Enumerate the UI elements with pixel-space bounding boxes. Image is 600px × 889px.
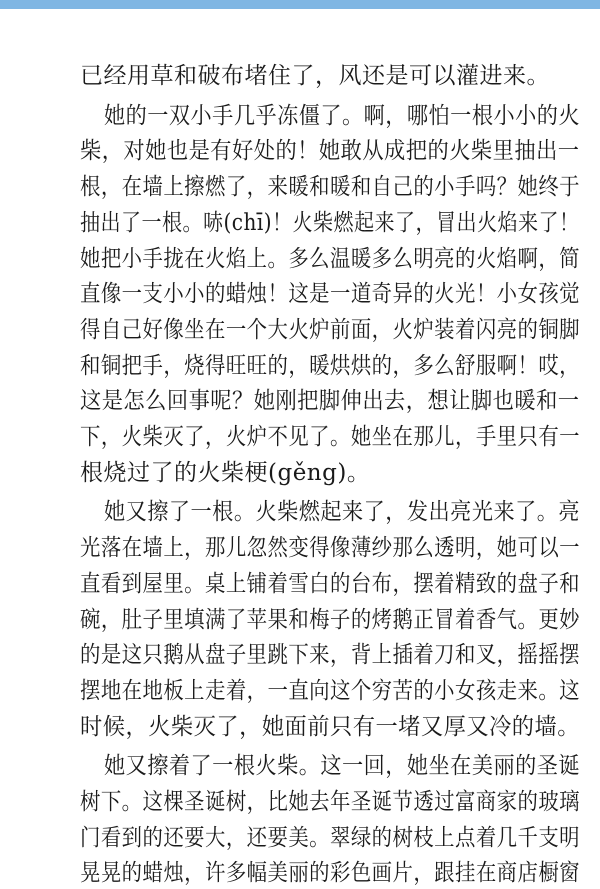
text-line: 和铜把手，烧得旺旺的，暖烘烘的，多么舒服啊！哎， <box>80 353 580 379</box>
text-line: 门看到的还要大，还要美。翠绿的树枝上点着几千支明 <box>80 825 580 851</box>
text-line: 的是这只鹅从盘子里跳下来，背上插着刀和叉，摇摇摆 <box>80 642 580 668</box>
text-line: 抽出了一根。哧(chī)！火柴燃起来了，冒出火焰来了！ <box>80 210 580 236</box>
text-line: 直看到屋里。桌上铺着雪白的台布，摆着精致的盘子和 <box>80 571 580 597</box>
text-line: 已经用草和破布堵住了，风还是可以灌进来。 <box>80 63 550 89</box>
text-line: 这是怎么回事呢？她刚把脚伸出去，想让脚也暖和一 <box>80 388 580 414</box>
text-line: 根，在墙上擦燃了，来暖和暖和自己的小手吗？她终于 <box>80 174 580 200</box>
text-line: 时候，火柴灭了，她面前只有一堵又厚又冷的墙。 <box>80 714 580 740</box>
text-line: 晃晃的蜡烛，许多幅美丽的彩色画片，跟挂在商店橱窗 <box>80 860 580 886</box>
text-line: 下，火柴灭了，火炉不见了。她坐在那儿，手里只有一 <box>80 424 580 450</box>
text-line: 碗，肚子里填满了苹果和梅子的烤鹅正冒着香气。更妙 <box>80 607 580 633</box>
text-line: 柴，对她也是有好处的！她敢从成把的火柴里抽出一 <box>80 138 580 164</box>
paragraph-start-line: 她又擦着了一根火柴。这一回，她坐在美丽的圣诞 <box>104 753 581 779</box>
text-line: 摆地在地板上走着，一直向这个穷苦的小女孩走来。这 <box>80 678 580 704</box>
paragraph-start-line: 她又擦了一根。火柴燃起来了，发出亮光来了。亮 <box>104 499 581 525</box>
text-line: 得自己好像坐在一个大火炉前面，火炉装着闪亮的铜脚 <box>80 317 580 343</box>
text-line: 树下。这棵圣诞树，比她去年圣诞节透过富商家的玻璃 <box>80 789 580 815</box>
text-line: 光落在墙上，那儿忽然变得像薄纱那么透明，她可以一 <box>80 535 580 561</box>
paragraph-start-line: 她的一双小手几乎冻僵了。啊，哪怕一根小小的火 <box>104 103 581 129</box>
text-line: 直像一支小小的蜡烛！这是一道奇异的火光！小女孩觉 <box>80 281 580 307</box>
text-line: 根烧过了的火柴梗(gěng)。 <box>80 460 371 486</box>
text-line: 她把小手拢在火焰上。多么温暖多么明亮的火焰啊，简 <box>80 246 580 272</box>
